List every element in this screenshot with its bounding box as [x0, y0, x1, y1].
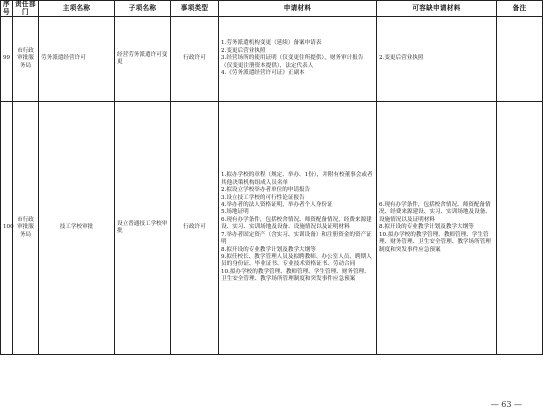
header-optional-materials: 可容缺申请材料 [377, 1, 497, 17]
row-main-item: 劳务派遣经营许可 [39, 17, 115, 102]
header-sub-item: 子项名称 [115, 1, 171, 17]
row-type: 行政许可 [171, 102, 219, 355]
row-sub-item: 经营劳务派遣许可变更 [115, 17, 171, 102]
header-type: 事项类型 [171, 1, 219, 17]
page-number: — 63 — [490, 400, 522, 409]
row-remark [497, 17, 543, 102]
table-row [1, 102, 543, 355]
table-row [1, 17, 543, 102]
row-optional-materials: 2.变更后营业执照 [377, 17, 497, 102]
header-row [1, 1, 543, 17]
header-remark: 备注 [497, 1, 543, 17]
row-main-item: 技工学校审批 [39, 102, 115, 355]
header-dept: 责任部门 [13, 1, 39, 17]
row-dept: 市行政审批服务局 [13, 102, 39, 355]
row-materials: 1.劳务派遣机构变更（延续）备案申请表 2.变更后营业执照 3.经营场所的使用证明（仅变更住所提供），财务审计报告（仅变更注册资本提供），法定代表人 4.《劳务派遣经营许可证》正副本 [219, 17, 377, 102]
header-no: 序号 [1, 1, 13, 17]
row-sub-item: 设立普通技工学校审批 [115, 102, 171, 355]
row-type: 行政许可 [171, 17, 219, 102]
row-remark [497, 102, 543, 355]
row-materials: 1.拟办学校的章程（规定、举办、1份），并附有校董事会或者其他决策机构组成人员名单 2.拟设立学校举办者单位的申请报告 3.设立技工学校的可行性论证报告 4.举办者的法人资格证明，举办者个人身份证 5.场地证明 6.现有办学条件，包括校舍情况、师资配备情况，经费来源建设、实习、实训场地及设备、设施情况以及证明材料 7.举办者固定资产（含实习、实训设备）和注册资金的资产证明 8.拟开设的专业教学计划及教学大纲等 9.拟任校长、教学管理人员及拟聘教师、办公室人员，聘期人员的身份证、毕业证书、专业技术资格证书、劳动合同 10.拟办学校的教学管理、教师管理、学生管理、财务管理、卫生安全管理、教学场所管理制度和突发事件应急预案 [219, 102, 377, 355]
header-main-item: 主项名称 [39, 1, 115, 17]
row-dept: 市行政审批服务局 [13, 17, 39, 102]
row-no: 99 [1, 17, 13, 102]
row-optional-materials: 6.现有办学条件，包括校舍情况、师资配备情况、经费来源建设、实习、实训场地及设备、设施情况以及证明材料 8.拟开设的专业教学计划及教学大纲等 10.拟办学校的教学管理、教师管理、学生管理、财务管理、卫生安全管理、教学场所管理制度和突发事件应急预案 [377, 102, 497, 355]
header-materials: 申请材料 [219, 1, 377, 17]
row-no: 100 [1, 102, 13, 355]
